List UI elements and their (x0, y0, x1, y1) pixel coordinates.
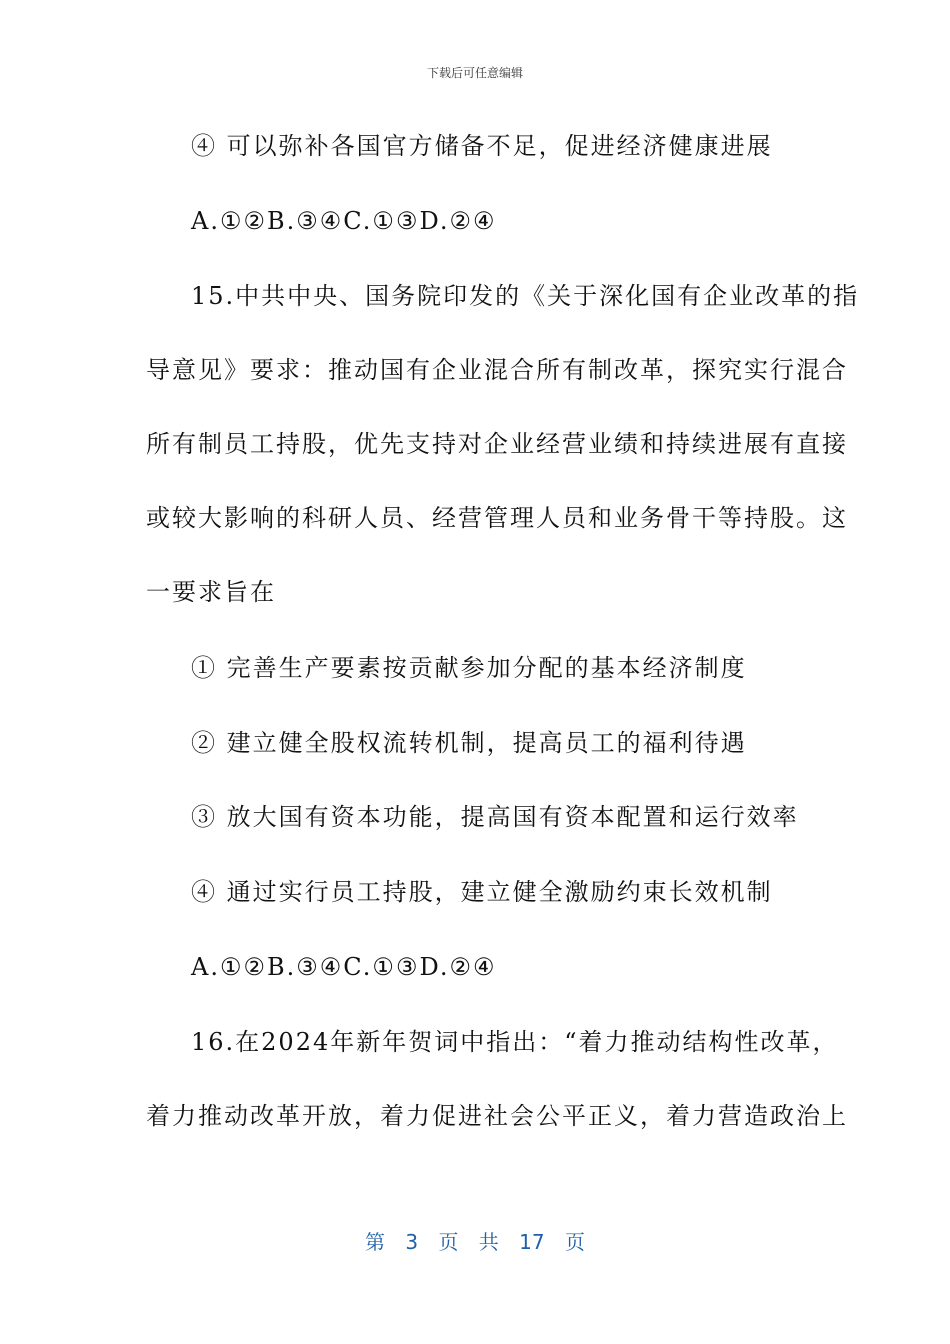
question-15-line: 一要求旨在 (146, 578, 276, 606)
question-16-line: 着力推动改革开放，着力促进社会公平正义，着力营造政治上 (146, 1102, 848, 1130)
question-15-line: 所有制员工持股，优先支持对企业经营业绩和持续进展有直接 (146, 430, 848, 458)
answer-choices: A.①②B.③④C.①③D.②④ (191, 207, 497, 235)
question-15-line: 导意见》要求：推动国有企业混合所有制改革，探究实行混合 (146, 356, 848, 384)
option-line: ① 完善生产要素按贡献参加分配的基本经济制度 (191, 654, 747, 682)
option-line: ② 建立健全股权流转机制，提高员工的福利待遇 (191, 729, 747, 757)
answer-choices: A.①②B.③④C.①③D.②④ (191, 953, 497, 981)
page-footer: 第 3 页 共 17 页 (365, 1230, 585, 1254)
question-15-line: 15.中共中央、国务院印发的《关于深化国有企业改革的指 (191, 282, 860, 310)
option-line: ④ 可以弥补各国官方储备不足，促进经济健康进展 (191, 132, 773, 160)
page-header: 下载后可任意编辑 (426, 66, 523, 80)
option-line: ③ 放大国有资本功能，提高国有资本配置和运行效率 (191, 803, 799, 831)
question-15-line: 或较大影响的科研人员、经营管理人员和业务骨干等持股。这 (146, 504, 848, 532)
question-16-line: 16.在2024年新年贺词中指出：“着力推动结构性改革， (191, 1028, 839, 1056)
option-line: ④ 通过实行员工持股，建立健全激励约束长效机制 (191, 878, 773, 906)
